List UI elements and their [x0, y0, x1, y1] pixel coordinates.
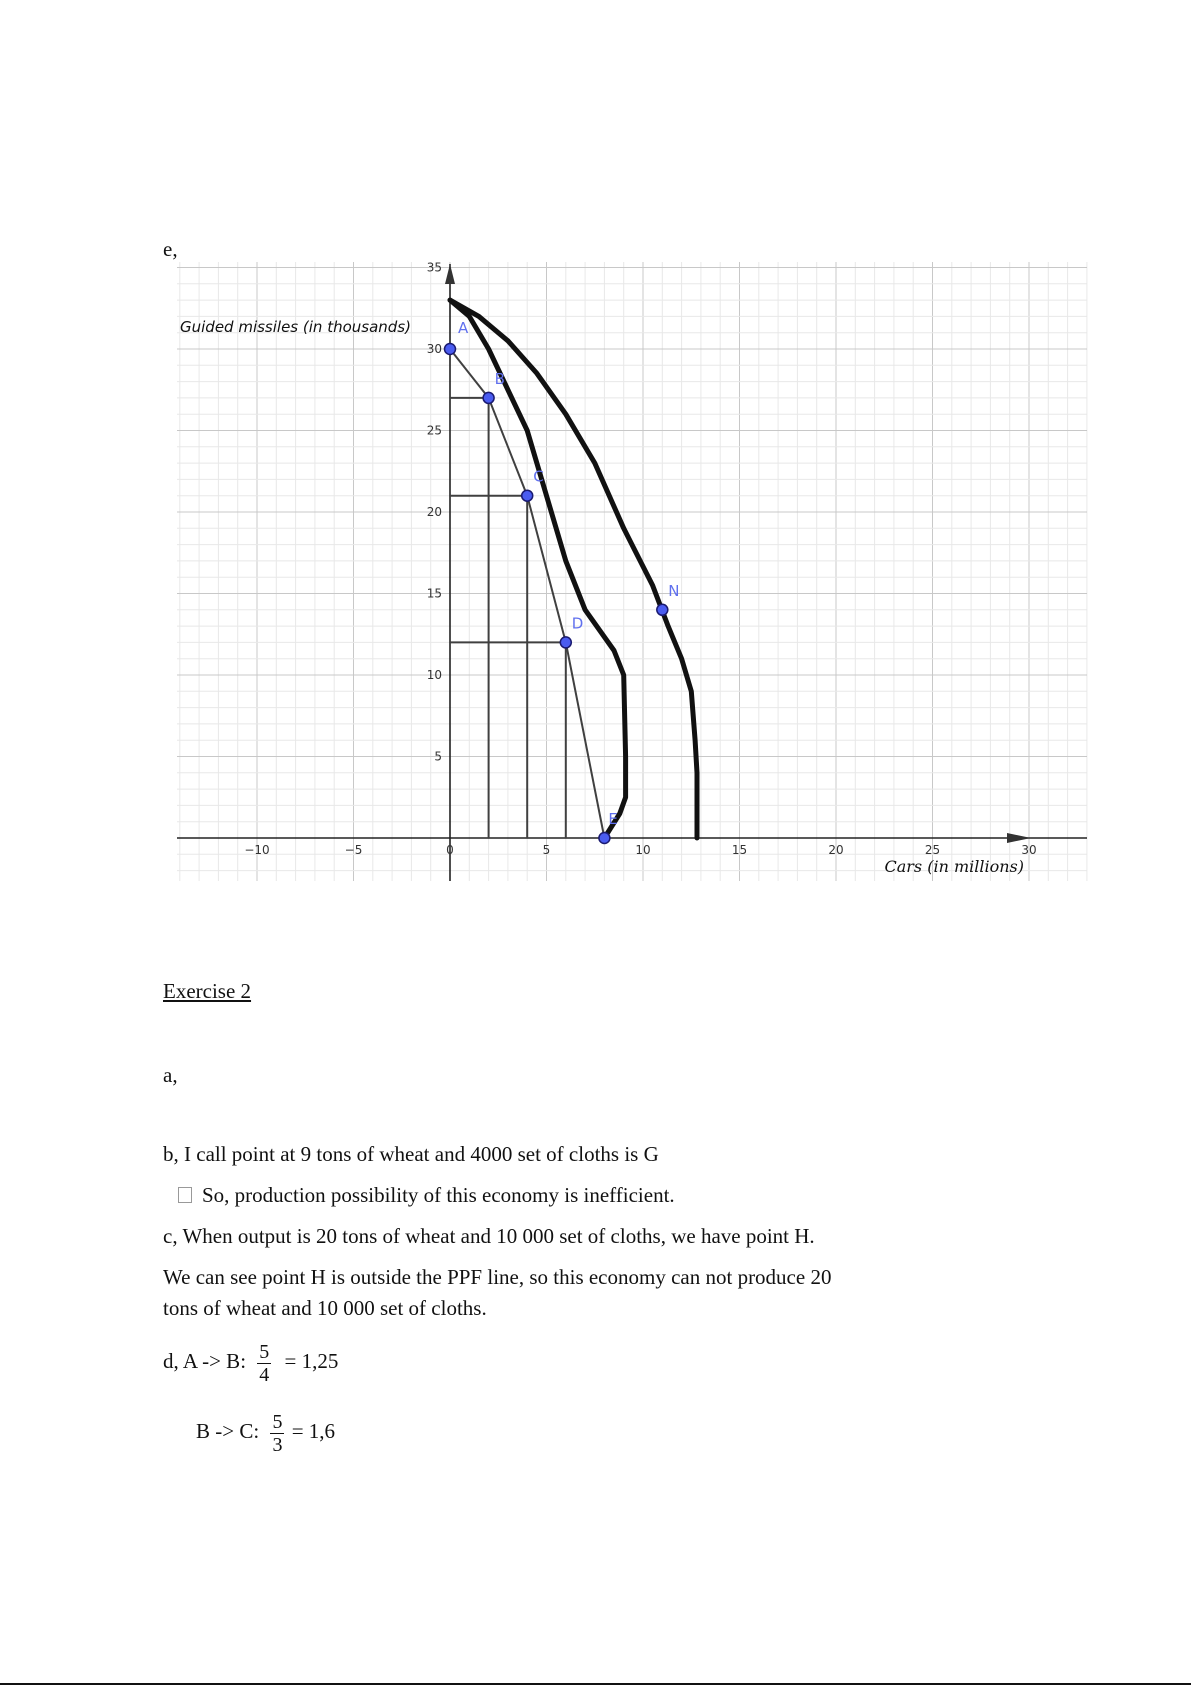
part-d2-denominator: 3: [272, 1433, 283, 1456]
y-tick-label: 15: [426, 586, 442, 601]
ppf-curve-outer: [450, 300, 697, 838]
part-b-conclusion: [178, 1182, 675, 1208]
point-d: [560, 637, 571, 648]
part-b-text: b, I call point at 9 tons of wheat and 4000 set of cloths is G: [163, 1142, 659, 1166]
part-d-denominator: 4: [259, 1363, 270, 1386]
x-tick-label: 15: [731, 843, 748, 857]
x-tick-label: 20: [828, 843, 844, 857]
y-tick-label: 25: [426, 423, 442, 438]
part-d2-numerator: 5: [272, 1410, 283, 1433]
point-label-a: A: [458, 319, 469, 337]
x-tick-label: 10: [635, 843, 651, 857]
x-tick-label: −5: [344, 843, 363, 857]
y-tick-label: 10: [426, 668, 442, 682]
point-label-b: B: [494, 369, 505, 388]
x-tick-label: 30: [1021, 843, 1037, 857]
point-c: [522, 490, 533, 501]
exercise-title: Exercise 2: [163, 979, 252, 1003]
x-tick-label: 25: [924, 843, 941, 857]
part-a-label: a,: [163, 1063, 178, 1087]
point-label-d: D: [571, 614, 584, 633]
bullet-icon: [178, 1187, 192, 1203]
y-tick-label: 35: [426, 260, 442, 275]
part-d-row: [163, 1334, 338, 1388]
point-label-e: E: [608, 810, 618, 828]
part-d2-result: = 1,6: [291, 1419, 336, 1443]
part-c-line3: tons of wheat and 10 000 set of cloths.: [163, 1296, 487, 1320]
part-d-prefix: d, A -> B:: [163, 1349, 247, 1373]
x-axis-title: Cars (in millions): [884, 857, 1024, 876]
part-c-line2: We can see point H is outside the PPF line, so this economy can not produce 20: [163, 1265, 832, 1289]
point-n: [657, 604, 668, 615]
x-axis-arrow: [1007, 833, 1031, 843]
part-d-fraction: [257, 1341, 271, 1386]
x-tick-label: 0: [446, 843, 454, 857]
part-d-numerator: 5: [259, 1340, 270, 1363]
y-tick-label: 20: [426, 505, 442, 519]
point-a: [445, 344, 456, 355]
y-axis-title: Guided missiles (in thousands): [180, 318, 411, 336]
part-b-conclusion-text: So, production possibility of this economy is inefficient.: [202, 1183, 675, 1207]
section-e-label: e,: [163, 237, 178, 261]
part-d2-fraction: [270, 1411, 284, 1456]
x-tick-label: −10: [244, 843, 270, 857]
part-d2-row: [196, 1404, 335, 1458]
y-tick-label: 30: [426, 342, 442, 356]
point-b: [483, 392, 494, 403]
point-label-c: C: [533, 467, 544, 486]
part-d2-prefix: B -> C:: [196, 1419, 260, 1443]
y-tick-label: 5: [434, 749, 442, 764]
point-e: [599, 833, 610, 844]
x-tick-label: 5: [542, 843, 551, 857]
part-d-result: = 1,25: [284, 1349, 339, 1373]
point-label-n: N: [668, 581, 680, 600]
part-c-line1: c, When output is 20 tons of wheat and 10 000 set of cloths, we have point H.: [163, 1224, 815, 1248]
